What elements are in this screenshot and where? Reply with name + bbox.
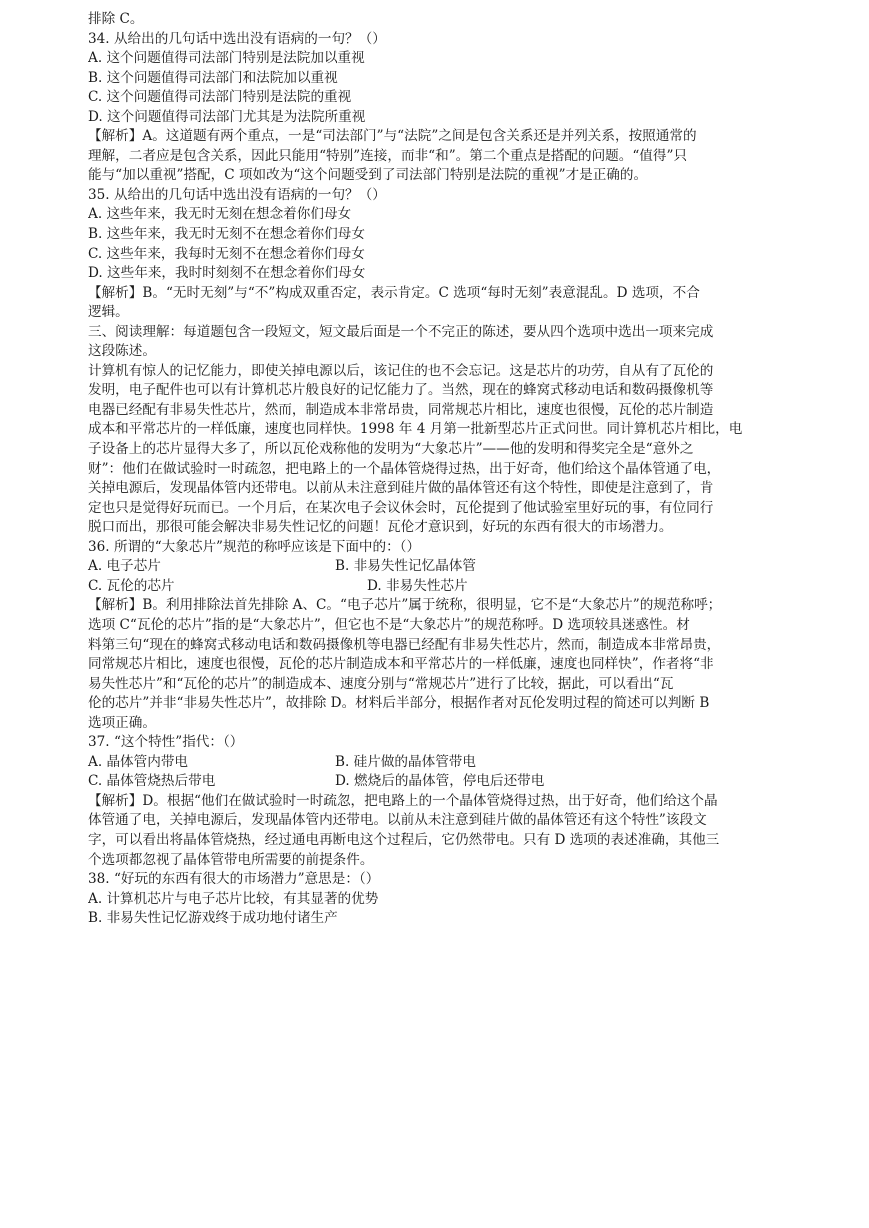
passage-line: 脱口而出，那很可能会解决非易失性记忆的问题！瓦伦才意识到，好玩的东西有很大的市场潜力。 (88, 519, 673, 536)
question-37-options-row (88, 772, 804, 792)
analysis-36-line: 伦的芯片”并非“非易失性芯片”，故排除 D。材料后半部分，根据作者对瓦伦发明过程的简述可以判断 B (88, 695, 710, 712)
question-35-stem: 35. 从给出的几句话中选出没有语病的一句？（） (88, 186, 386, 203)
analysis-34-line: 【解析】A。这道题有两个重点，一是“司法部门”与“法院”之间是包含关系还是并列关系，按照通常的 (88, 128, 697, 145)
question-38-option-a: A. 计算机芯片与电子芯片比较，有其显著的优势 (88, 890, 379, 907)
question-37-options-row (88, 753, 804, 773)
question-36-option-a: A. 电子芯片 (88, 558, 161, 575)
section-3-heading: 这段陈述。 (88, 343, 156, 360)
question-34-stem: 34. 从给出的几句话中选出没有语病的一句？（） (88, 30, 386, 47)
section-3-heading: 三、阅读理解：每道题包含一段短文，短文最后面是一个不完正的陈述，要从四个选项中选出一项来完成 (88, 323, 714, 340)
question-37-stem: 37. “这个特性”指代：（） (88, 734, 244, 751)
analysis-34-line: 理解，二者应是包含关系，因此只能用“特别”连接，而非“和”。第二个重点是搭配的问题。“值得”只 (88, 147, 688, 164)
question-36-options-row (88, 557, 804, 577)
analysis-36-line: 料第三句“现在的蜂窝式移动电话和数码摄像机等电器已经配有非易失性芯片，然而，制造成本非常昂贵， (88, 636, 721, 653)
question-38-option-b: B. 非易失性记忆游戏终于成功地付诸生产 (88, 910, 338, 927)
analysis-37-line: 体管通了电，关掉电源后，发现晶体管内还带电。以前从未注意到硅片做的晶体管还有这个特性”该段文 (88, 812, 707, 829)
question-35-option-a: A. 这些年来，我无时无刻在想念着你们母女 (88, 206, 352, 223)
passage-line: 计算机有惊人的记忆能力，即使关掉电源以后，该记住的也不会忘记。这是芯片的功劳，自从有了瓦伦的 (88, 362, 714, 379)
passage-line: 财”：他们在做试验时一时疏忽，把电路上的一个晶体管烧得过热，出于好奇，他们给这个晶体管通了电， (88, 460, 721, 477)
question-37-option-a: A. 晶体管内带电 (88, 753, 189, 770)
analysis-34-line: 能与“加以重视”搭配，C 项如改为“这个问题受到了司法部门特别是法院的重视”才是正确的。 (88, 167, 648, 184)
question-34-option-a: A. 这个问题值得司法部门特别是法院加以重视 (88, 50, 365, 67)
passage-line: 成本和平常芯片的一样低廉，速度也同样快。1998 年 4 月第一批新型芯片正式问世。同计算机芯片相比，电 (88, 421, 743, 438)
analysis-37-line: 【解析】D。根据“他们在做试验时一时疏忽，把电路上的一个晶体管烧得过热，出于好奇，他们给这个晶 (88, 792, 718, 809)
document-page (88, 10, 804, 929)
question-34-option-d: D. 这个问题值得司法部门尤其是为法院所重视 (88, 108, 366, 125)
text-line: 排除 C。 (88, 11, 144, 27)
passage-line: 定也只是觉得好玩而已。一个月后，在某次电子会议休会时，瓦伦提到了他试验室里好玩的事，有位同行 (88, 499, 714, 516)
question-35-option-c: C. 这些年来，我每时无刻不在想念着你们母女 (88, 245, 365, 262)
analysis-35-line: 逻辑。 (88, 304, 129, 321)
question-37-option-b: B. 硅片做的晶体管带电 (335, 753, 476, 770)
question-36-option-d: D. 非易失性芯片 (367, 577, 468, 594)
question-36-option-b: B. 非易失性记忆晶体管 (335, 558, 476, 575)
analysis-37-line: 个选项都忽视了晶体管带电所需要的前提条件。 (88, 851, 374, 868)
question-37-option-d: D. 燃烧后的晶体管，停电后还带电 (335, 773, 545, 790)
passage-line: 子设备上的芯片显得大多了，所以瓦伦戏称他的发明为“大象芯片”——他的发明和得奖完全是“意外之 (88, 441, 694, 458)
analysis-36-line: 【解析】B。利用排除法首先排除 A、C。“电子芯片”属于统称，很明显，它不是“大象芯片”的规范称呼； (88, 597, 722, 614)
passage-line: 关掉电源后，发现晶体管内还带电。以前从未注意到硅片做的晶体管还有这个特性，即使是注意到了，肯 (88, 480, 714, 497)
analysis-36-line: 选项正确。 (88, 714, 156, 731)
question-36-option-c: C. 瓦伦的芯片 (88, 577, 175, 594)
analysis-36-line: 同常规芯片相比，速度也很慢，瓦伦的芯片制造成本和平常芯片的一样低廉，速度也同样快”，作者将“非 (88, 656, 714, 673)
question-36-stem: 36. 所谓的“大象芯片”规范的称呼应该是下面中的：（） (88, 538, 421, 555)
analysis-35-line: 【解析】B。“无时无刻”与“不”构成双重否定，表示肯定。C 选项“每时无刻”表意混乱。D 选项，不合 (88, 284, 700, 301)
question-37-option-c: C. 晶体管烧热后带电 (88, 773, 216, 790)
analysis-36-line: 易失性芯片”和“瓦伦的芯片”的制造成本、速度分别与“常规芯片”进行了比较，据此，可以看出“瓦 (88, 675, 674, 692)
analysis-36-line: 选项 C“瓦伦的芯片”指的是“大象芯片”，但它也不是“大象芯片”的规范称呼。D 选项较具迷惑性。材 (88, 616, 690, 633)
question-35-option-d: D. 这些年来，我时时刻刻不在想念着你们母女 (88, 265, 366, 282)
question-36-options-row (88, 577, 804, 597)
passage-line: 电器已经配有非易失性芯片，然而，制造成本非常昂贵，同常规芯片相比，速度也很慢，瓦伦的芯片制造 (88, 401, 714, 418)
question-34-option-b: B. 这个问题值得司法部门和法院加以重视 (88, 69, 338, 86)
passage-line: 发明，电子配件也可以有计算机芯片般良好的记忆能力了。当然，现在的蜂窝式移动电话和数码摄像机等 (88, 382, 714, 399)
question-34-option-c: C. 这个问题值得司法部门特别是法院的重视 (88, 89, 352, 106)
analysis-37-line: 字，可以看出将晶体管烧热，经过通电再断电这个过程后，它仍然带电。只有 D 选项的表述准确，其他三 (88, 831, 720, 848)
question-35-option-b: B. 这些年来，我无时无刻不在想念着你们母女 (88, 226, 365, 243)
question-38-stem: 38. “好玩的东西有很大的市场潜力”意思是：（） (88, 871, 380, 888)
